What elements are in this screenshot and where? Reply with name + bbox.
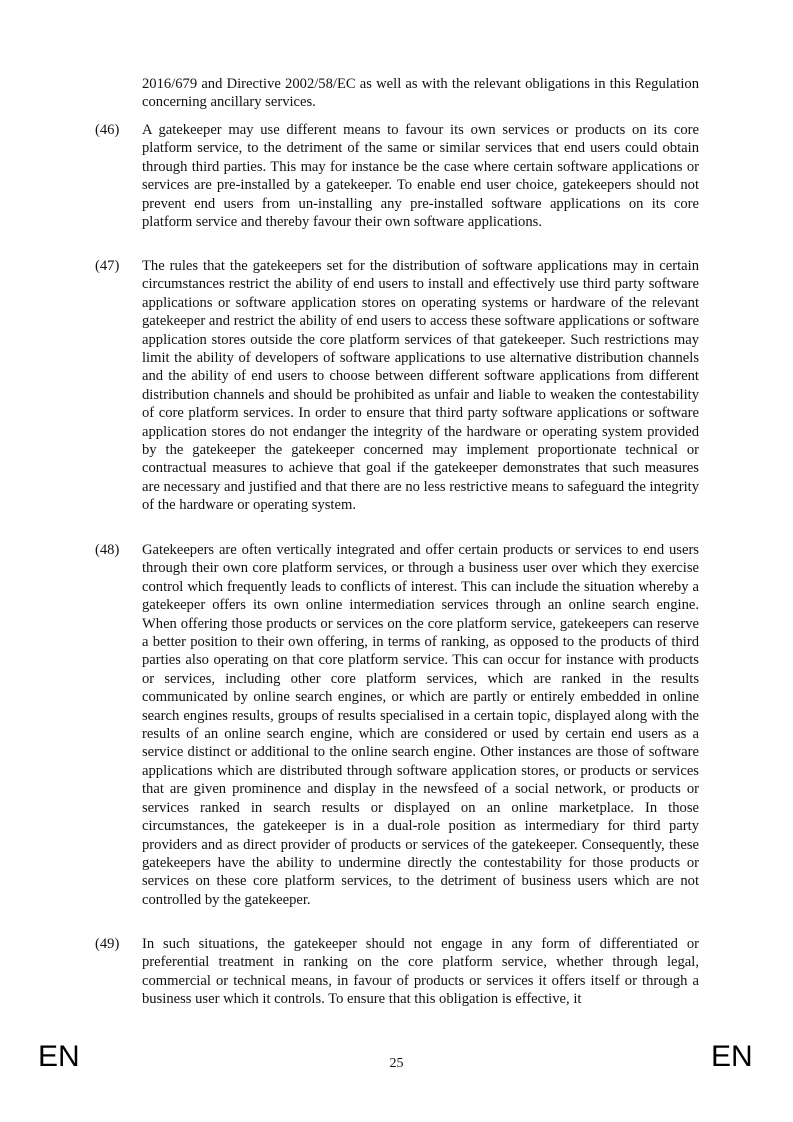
footer-language-right: EN <box>711 1040 753 1073</box>
recital-49 <box>95 935 699 1009</box>
recital-text: A gatekeeper may use different means to favour its own services or products on its core platform service, to the detriment of the same or similar services that end users could obtain through third parties. This may for instance be the case where certain software applications or services are pre-installed by a gatekeeper. To enable end user choice, gatekeepers should not prevent end users from un-installing any pre-installed software applications on its core platform service and thereby favour their own software applications. <box>142 122 699 231</box>
recital-number: (49) <box>95 936 120 952</box>
recital-number: (47) <box>95 258 120 274</box>
recital-47 <box>95 257 699 515</box>
recital-text: In such situations, the gatekeeper should not engage in any form of differentiated or preferential treatment in ranking on the core platform service, whether through legal, commercial or technical means, in favour of products or services it offers itself or through a business user which it controls. To ensure that this obligation is effective, it <box>142 936 699 1008</box>
continuation-paragraph: 2016/679 and Directive 2002/58/EC as well as with the relevant obligations in this Regulation concerning ancillary services. <box>142 76 699 111</box>
recital-number: (46) <box>95 122 120 138</box>
page-number: 25 <box>389 1056 404 1071</box>
recital-48 <box>95 541 699 909</box>
recital-number: (48) <box>95 542 120 558</box>
footer-language-left: EN <box>38 1040 80 1073</box>
recital-text: The rules that the gatekeepers set for the distribution of software applications may in certain circumstances restrict the ability of end users to install and effectively use third party software applications or software application stores on operating systems or hardware of the relevant gatekeeper and restrict the ability of end users to access these software applications or software application stores outside the core platform services of that gatekeeper. Such restrictions may limit the ability of developers of software applications to use alternative distribution channels and the ability of end users to choose between different software applications from different distribution channels and should be prohibited as unfair and liable to weaken the contestability of core platform services. In order to ensure that third party software applications or software application stores do not endanger the integrity of the hardware or operating system provided by the gatekeeper the gatekeeper concerned may implement proportionate technical or contractual measures to achieve that goal if the gatekeeper demonstrates that such measures are necessary and justified and that there are no less restrictive means to safeguard the integrity of the hardware or operating system. <box>142 258 699 514</box>
recital-46 <box>95 121 699 231</box>
recital-text: Gatekeepers are often vertically integrated and offer certain products or services to end users through their own core platform services, or through a business user over which they exercise control which frequently leads to conflicts of interest. This can include the situation whereby a gatekeeper offers its own online intermediation services through an online search engine. When offering those products or services on the core platform service, gatekeepers can reserve a better position to their own offering, in terms of ranking, as opposed to the products of third parties also operating on that core platform service. This can occur for instance with products or services, including other core platform services, which are ranked in the results communicated by online search engines, or which are partly or entirely embedded in online search engines results, groups of results specialised in a certain topic, displayed along with the results of an online search engine, which are considered or used by certain end users as a service distinct or additional to the online search engine. Other instances are those of software applications which are distributed through software application stores, or products or services that are given prominence and display in the newsfeed of a social network, or products or services ranked in search results or displayed on an online marketplace. In those circumstances, the gatekeeper is in a dual-role position as intermediary for third party providers and as direct provider of products or services of the gatekeeper. Consequently, these gatekeepers have the ability to undermine directly the contestability for those products or services on these core platform services, to the detriment of business users which are not controlled by the gatekeeper. <box>142 542 699 908</box>
